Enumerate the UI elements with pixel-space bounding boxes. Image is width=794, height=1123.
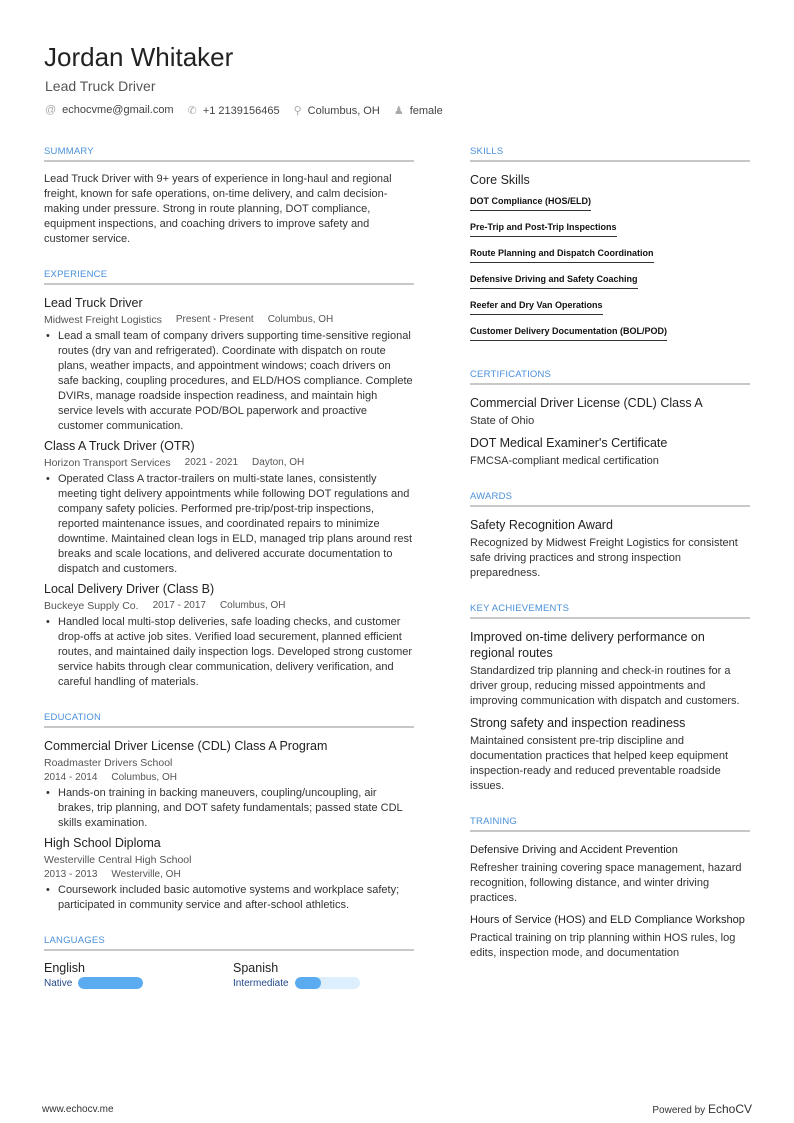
dates: 2021 - 2021 <box>184 457 239 468</box>
section-heading: KEY ACHIEVEMENTS <box>470 603 750 619</box>
powered-by-text: Powered by <box>652 1105 706 1116</box>
language-entry <box>233 961 360 989</box>
skill-item <box>470 321 750 347</box>
proficiency-fill <box>295 977 321 989</box>
job-meta <box>44 600 414 612</box>
bullet-list <box>44 786 414 831</box>
bullet-list <box>44 329 414 434</box>
bullet-item: • Handled local multi-stop deliveries, safe loading checks, and customer drop-offs at active job sites. Verified load securement, planned efficient routes, and maintained daily inspection logs. Developed strong customer service habits through clear communication, delivery verification, and careful handling of materials. <box>44 615 414 690</box>
entry-title: Safety Recognition Award <box>470 518 613 532</box>
entry-description: Practical training on trip planning within HOS rules, log edits, inspection mode, and documentation <box>470 932 736 959</box>
entry-title: Strong safety and inspection readiness <box>470 716 686 730</box>
entry-description: Maintained consistent pre-trip discipline and documentation practices that helped keep equipment inspection-ready and reduced preventable roadside issues. <box>470 735 729 792</box>
right-column <box>470 146 750 983</box>
proficiency-bar <box>295 977 360 989</box>
dates: Present - Present <box>175 314 254 325</box>
skill-group-title: Core Skills <box>470 173 530 187</box>
entry-title: Hours of Service (HOS) and ELD Compliance Workshop <box>470 914 745 926</box>
brand-logo: EchoCV <box>707 1102 752 1116</box>
location: Columbus, OH <box>307 105 380 117</box>
candidate-title: Lead Truck Driver <box>45 78 156 94</box>
entry-description: Refresher training covering space management, hazard recognition, following distance, and winter driving practices. <box>470 862 742 904</box>
degree-title: Commercial Driver License (CDL) Class A Program <box>44 739 328 753</box>
section-heading: CERTIFICATIONS <box>470 369 750 385</box>
job-title: Class A Truck Driver (OTR) <box>44 439 195 453</box>
skill-item <box>470 243 750 269</box>
dates: 2013 - 2013 <box>44 869 98 880</box>
skill-item <box>470 269 750 295</box>
job-meta <box>44 457 414 469</box>
bullet-list <box>44 883 414 913</box>
entry-description: FMCSA-compliant medical certification <box>470 455 659 467</box>
education-location: Westerville, OH <box>111 869 181 880</box>
phone: +1 2139156465 <box>202 105 280 117</box>
footer-powered-by <box>652 1102 752 1116</box>
skill-name: DOT Compliance (HOS/ELD) <box>470 196 591 211</box>
training-section <box>470 816 750 961</box>
proficiency-fill <box>78 977 143 989</box>
education-section <box>44 712 414 913</box>
job-meta <box>44 314 414 326</box>
company: Buckeye Supply Co. <box>44 600 139 612</box>
section-heading: TRAINING <box>470 816 750 832</box>
language-name: Spanish <box>233 961 279 975</box>
entry-title: Defensive Driving and Accident Prevention <box>470 844 678 856</box>
skill-item <box>470 295 750 321</box>
job-title: Local Delivery Driver (Class B) <box>44 582 215 596</box>
company: Midwest Freight Logistics <box>44 314 162 326</box>
bullet-list <box>44 472 414 577</box>
skills-section <box>470 146 750 347</box>
language-level-label: Native <box>44 977 73 989</box>
entry-title: Improved on-time delivery performance on regional routes <box>470 630 705 660</box>
job-location: Dayton, OH <box>252 457 305 468</box>
degree-title: High School Diploma <box>44 836 161 850</box>
skill-name: Reefer and Dry Van Operations <box>470 300 603 315</box>
language-entry <box>44 961 147 989</box>
entry-description: Recognized by Midwest Freight Logistics for consistent safe driving practices and strong inspection preparedness. <box>470 537 738 579</box>
entry-description: Standardized trip planning and check-in routines for a driver group, reducing missed appointments and improving communication with dispatch and customers. <box>470 665 740 707</box>
job-location: Columbus, OH <box>267 314 334 325</box>
language-level <box>233 977 360 989</box>
contact-info <box>45 104 443 117</box>
awards-section <box>470 491 750 581</box>
left-column <box>44 146 414 1011</box>
school: Westerville Central High School <box>44 854 192 866</box>
education-location: Columbus, OH <box>111 772 177 783</box>
job-title: Lead Truck Driver <box>44 296 143 310</box>
bullet-list <box>44 615 414 690</box>
dates: 2014 - 2014 <box>44 772 98 783</box>
job-location: Columbus, OH <box>219 600 286 611</box>
footer-website[interactable]: www.echocv.me <box>42 1104 114 1115</box>
language-level-label: Intermediate <box>233 977 289 989</box>
school: Roadmaster Drivers School <box>44 757 173 769</box>
education-meta <box>44 869 414 880</box>
skill-name: Route Planning and Dispatch Coordination <box>470 248 654 263</box>
bullet-item: • Coursework included basic automotive systems and workplace safety; participated in community service and after-school athletics. <box>44 883 414 913</box>
skill-item <box>470 191 750 217</box>
email[interactable]: echocvme@gmail.com <box>62 104 174 116</box>
proficiency-bar <box>78 977 143 989</box>
entry-title: Commercial Driver License (CDL) Class A <box>470 396 703 410</box>
bullet-item: • Operated Class A tractor-trailers on multi-state lanes, consistently meeting tight delivery appointments while following DOT regulations and company safety policies. Performed pre-trip/post-trip inspections, reported maintenance issues, and coordinated repairs to minimize downtime. Maintained clean logs in ELD, managed trip plans around rest breaks and scale locations, and delivered accurate documentation to dispatch and customers. <box>44 472 414 577</box>
entry-title: DOT Medical Examiner's Certificate <box>470 436 668 450</box>
email-icon: @ <box>45 104 57 116</box>
phone-icon: ✆ <box>187 105 197 117</box>
skill-name: Pre-Trip and Post-Trip Inspections <box>470 222 617 237</box>
company: Horizon Transport Services <box>44 457 171 469</box>
language-level <box>44 977 147 989</box>
skill-name: Customer Delivery Documentation (BOL/POD) <box>470 326 667 341</box>
summary-text: Lead Truck Driver with 9+ years of experience in long-haul and regional freight, known for safe operations, on-time delivery, and calm decision-making under pressure. Strong in route planning, DOT compliance, equipment inspections, and coaching drivers to improve safety and customer service. <box>44 173 392 245</box>
section-heading: SUMMARY <box>44 146 414 162</box>
section-heading: EXPERIENCE <box>44 269 414 285</box>
skill-item <box>470 217 750 243</box>
language-name: English <box>44 961 85 975</box>
entry-description: State of Ohio <box>470 415 535 427</box>
experience-entry <box>44 438 414 577</box>
certifications-section <box>470 369 750 469</box>
summary-section <box>44 146 414 247</box>
experience-entry <box>44 295 414 434</box>
section-heading: SKILLS <box>470 146 750 162</box>
section-heading: EDUCATION <box>44 712 414 728</box>
bullet-item: • Hands-on training in backing maneuvers, coupling/uncoupling, air brakes, trip planning, and DOT safety fundamentals; passed state CDL skills examination. <box>44 786 414 831</box>
skill-name: Defensive Driving and Safety Coaching <box>470 274 638 289</box>
section-heading: LANGUAGES <box>44 935 414 951</box>
bullet-item: • Lead a small team of company drivers supporting time-sensitive regional routes (dry van and refrigerated). Coordinate with dispatch on route plans, weather impacts, and appointment windows; coach drivers on safe backing, coupling procedures, and ELD/HOS compliance. Complete DVIRs, manage roadside inspection readiness, and maintain high service levels with accurate POD/BOL paperwork and proactive customer communication. <box>44 329 414 434</box>
person-icon: ♟ <box>393 105 404 117</box>
experience-entry <box>44 581 414 690</box>
section-heading: AWARDS <box>470 491 750 507</box>
achievements-section <box>470 603 750 794</box>
location-icon: ⚲ <box>293 105 302 117</box>
experience-section <box>44 269 414 690</box>
education-entry <box>44 835 414 913</box>
languages-section <box>44 935 414 989</box>
gender: female <box>409 105 443 117</box>
dates: 2017 - 2017 <box>152 600 206 611</box>
education-meta <box>44 772 414 783</box>
candidate-name: Jordan Whitaker <box>44 42 234 72</box>
education-entry <box>44 738 414 831</box>
